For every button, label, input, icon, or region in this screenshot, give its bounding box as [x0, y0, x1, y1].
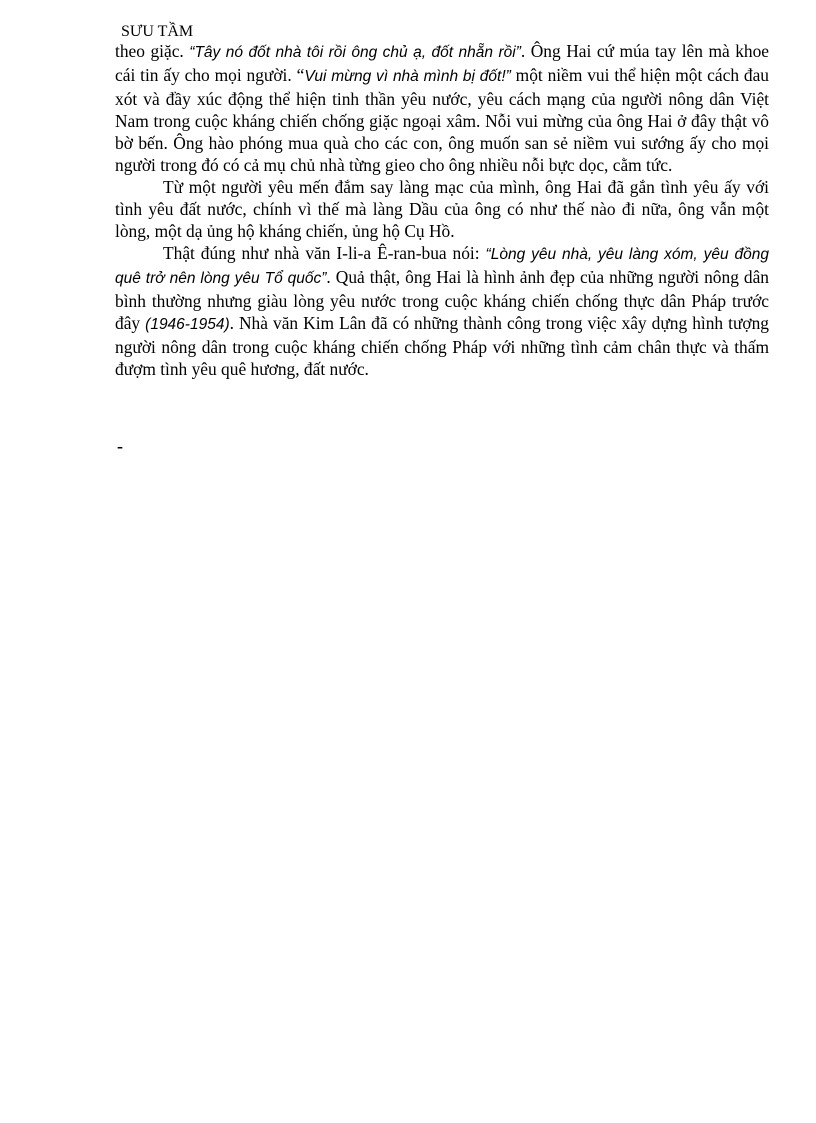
quote-span: “Tây nó đốt nhà tôi rồi ông chủ ạ, đốt nhẵn rồi”	[189, 44, 521, 61]
paragraph-2	[115, 176, 769, 242]
text-span: . Ông Hai cứ múa tay lên mà khoe cái tin ấy cho mọi người. “	[115, 41, 770, 85]
quote-span: Vui mừng vì nhà mình bị đốt!”	[304, 68, 511, 85]
trailing-dash: -	[117, 436, 123, 456]
quote-span: (1946-1954)	[145, 316, 230, 333]
text-span: Từ một người yêu mến đắm say làng mạc của mình, ông Hai đã gắn tình yêu ấy với tình yêu đất nước, chính vì thế mà làng Dầu của ông có như thế nào đi nữa, ông vẫn một lòng, một dạ ủng hộ kháng chiến, ủng hộ Cụ Hồ.	[115, 177, 769, 241]
document-body	[115, 40, 769, 380]
text-span: một niềm vui thể hiện một cách đau xót và đầy xúc động thể hiện tinh thần yêu nước, yêu cách mạng của người nông dân Việt Nam trong cuộc kháng chiến chống giặc ngoại xâm. Nỗi vui mừng của ông Hai ở đây thật vô bờ bến. Ông hào phóng mua quà cho các con, ông muốn san sẻ niềm vui sướng ấy cho mọi người trong đó có cả mụ chủ nhà từng gieo cho ông nhiều nỗi bực dọc, cằm tức.	[115, 65, 769, 175]
text-span: Thật đúng như nhà văn I-li-a Ê-ran-bua nói:	[163, 243, 486, 263]
text-span: . Quả thật, ông Hai là hình ảnh đẹp của những người nông dân bình thường nhưng giàu lòng yêu nước trong cuộc kháng chiến chống thực dân Pháp trước đây	[115, 267, 769, 333]
page-header: SƯU TẦM	[121, 23, 194, 40]
paragraph-1	[115, 40, 769, 176]
text-span: theo giặc.	[115, 41, 190, 61]
text-span: . Nhà văn Kim Lân đã có những thành công trong việc xây dựng hình tượng người nông dân trong cuộc kháng chiến chống Pháp với những tình cảm chân thực và thấm đượm tình yêu quê hương, đất nước.	[115, 313, 769, 379]
paragraph-3	[115, 242, 769, 380]
quote-span: “Lòng yêu nhà, yêu làng xóm, yêu đồng quê trở nên lòng yêu Tổ quốc”	[115, 246, 769, 287]
